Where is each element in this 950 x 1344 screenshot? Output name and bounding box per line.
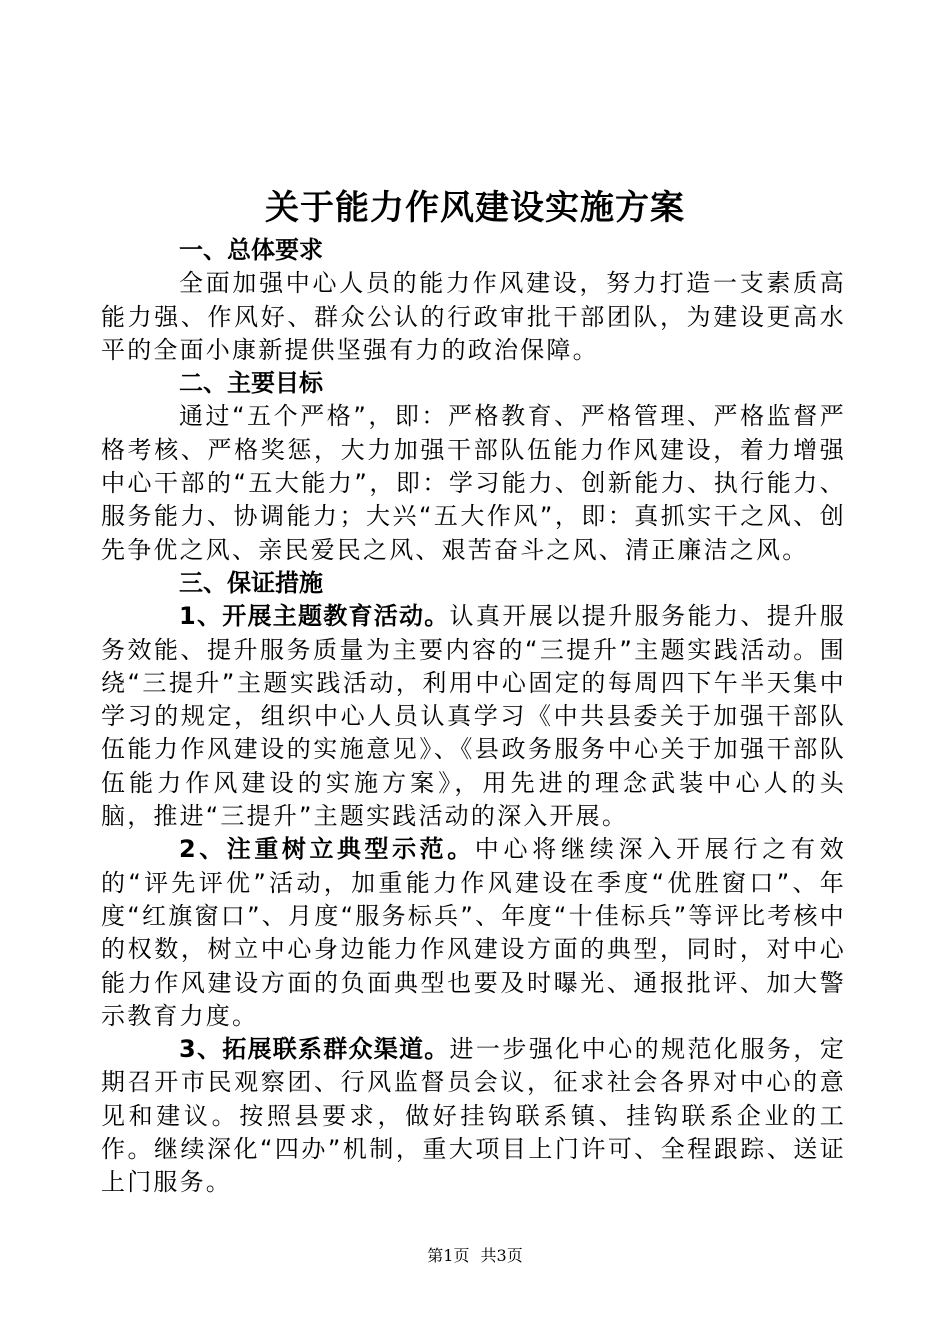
section-heading-guarantee-measures: 三、保证措施: [179, 568, 323, 597]
measure-3-lead: 3、拓展联系群众渠道。: [179, 1035, 450, 1064]
document-body: [101, 234, 846, 1200]
document-title: 关于能力作风建设实施方案: [265, 188, 685, 228]
paragraph-measure-1: [101, 600, 846, 833]
section-heading-general-requirements: 一、总体要求: [179, 236, 323, 264]
paragraph-main-goals: [101, 400, 846, 566]
paragraph-text: 认真开展以提升服务能力、提升服务效能、提升服务质量为主要内容的“三提升”主题实践活动。围绕“三提升”主题实践活动，利用中心固定的每周四下午半天集中学习的规定，组织中心人员认真学习《中共县委关于加强干部队伍能力作风建设的实施意见》、《县政务服务中心关于加强干部队伍能力作风建设的实施方案》，用先进的理念武装中心人的头脑，推进“三提升”主题实践活动的深入开展。: [101, 602, 847, 831]
page-footer: 第1页 共3页: [427, 1246, 523, 1265]
paragraph-text: 中心将继续深入开展行之有效的“评先评优”活动，加重能力作风建设在季度“优胜窗口”、年度“红旗窗口”、月度“服务标兵”、年度“十佳标兵”等评比考核中的权数，树立中心身边能力作风建设方面的典型，同时，对中心能力作风建设方面的负面典型也要及时曝光、通报批评、加大警示教育力度。: [101, 835, 846, 1030]
paragraph-measure-3: [101, 1033, 846, 1199]
paragraph-measure-2: [101, 833, 846, 1033]
measure-2-lead: 2、注重树立典型示范。: [179, 835, 475, 864]
paragraph-text: 全面加强中心人员的能力作风建设，努力打造一支素质高能力强、作风好、群众公认的行政审批干部团队，为建设更高水平的全面小康新提供坚强有力的政治保障。: [101, 269, 846, 364]
paragraph-text: 通过“五个严格”，即：严格教育、严格管理、严格监督严格考核、严格奖惩，大力加强干部队伍能力作风建设，着力增强中心干部的“五大能力”，即：学习能力、创新能力、执行能力、服务能力、协调能力；大兴“五大作风”，即：真抓实干之风、创先争优之风、亲民爱民之风、艰苦奋斗之风、清正廉洁之风。: [101, 402, 846, 564]
paragraph-text: 进一步强化中心的规范化服务，定期召开市民观察团、行风监督员会议，征求社会各界对中心的意见和建议。按照县要求，做好挂钩联系镇、挂钩联系企业的工作。继续深化“四办”机制，重大项目上门许可、全程跟踪、送证上门服务。: [101, 1035, 847, 1197]
section-heading-main-goals: 二、主要目标: [179, 369, 323, 398]
measure-1-lead: 1、开展主题教育活动。: [179, 602, 450, 631]
paragraph-general-requirements: [101, 267, 846, 367]
